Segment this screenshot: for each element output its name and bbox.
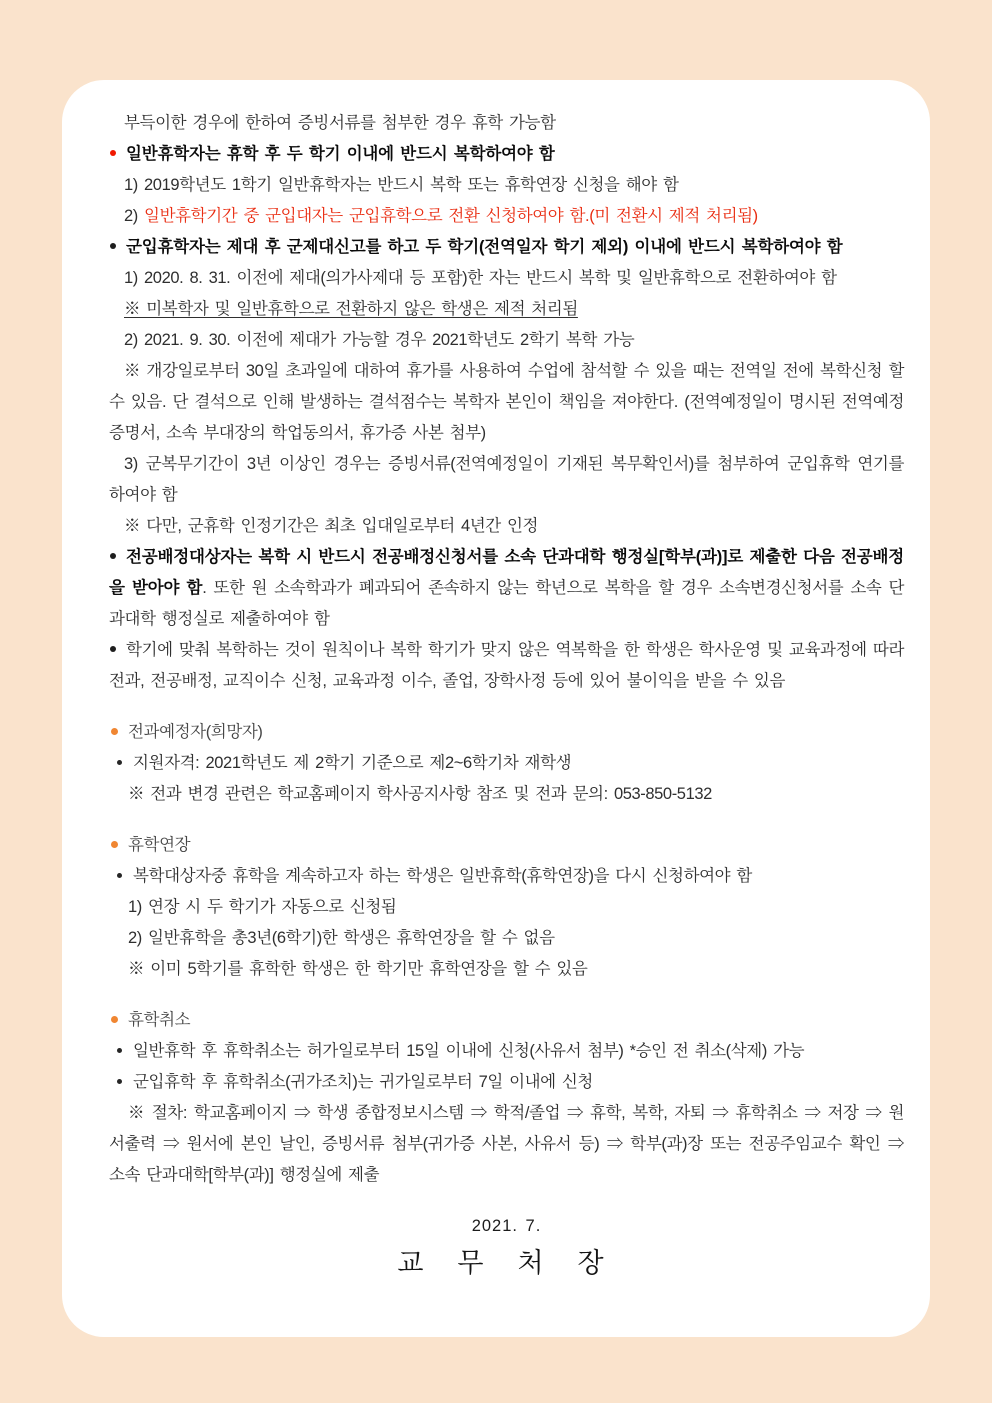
text-segment: 1) 2019학년도 1학기 일반휴학자는 반드시 복학 또는 휴학연장 신청을 해야 함 (124, 176, 679, 194)
bullet-icon (111, 841, 118, 848)
text-segment: 3) 군복무기간이 3년 이상인 경우는 증빙서류(전역예정일이 기재된 복무확인서)를 첨부하여 군입휴학 연기를 하여야 함 (109, 455, 904, 504)
section-sub-item (109, 779, 904, 810)
notice-sub-item (109, 356, 904, 449)
notice-card (62, 80, 930, 1337)
notice-bullet-item (109, 542, 904, 635)
notice-bullet-item (109, 635, 904, 697)
text-segment: ※ 다만, 군휴학 인정기간은 최초 입대일로부터 4년간 인정 (124, 517, 539, 535)
section-header (109, 717, 904, 748)
text-segment: 일반휴학 후 휴학취소는 허가일로부터 15일 이내에 신청(사유서 첨부) *승인 전 취소(삭제) 가능 (133, 1042, 805, 1060)
text-segment: 2) (124, 207, 145, 225)
signature-line (109, 1242, 904, 1284)
notice-sub-item (109, 511, 904, 542)
text-segment: 일반휴학자는 휴학 후 두 학기 이내에 반드시 복학하여야 함 (126, 145, 555, 163)
section-bullet-item (109, 861, 904, 892)
notice-sub-item (109, 263, 904, 294)
section-header (109, 1005, 904, 1036)
notice-bullet-item (109, 232, 904, 263)
notice-sub-item (109, 294, 904, 325)
text-segment: 군입휴학 후 휴학취소(귀가조치)는 귀가일로부터 7일 이내에 신청 (133, 1073, 593, 1091)
text-segment: 2021. 7. (471, 1217, 542, 1235)
bullet-icon (117, 873, 122, 878)
text-segment: 1) 연장 시 두 학기가 자동으로 신청됨 (128, 898, 397, 916)
bullet-icon (110, 243, 116, 249)
notice-sub-item (109, 108, 904, 139)
text-segment: ※ 미복학자 및 일반휴학으로 전환하지 않은 학생은 제적 처리됨 (124, 300, 578, 318)
text-segment: 군입휴학자는 제대 후 군제대신고를 하고 두 학기(전역일자 학기 제외) 이내에 반드시 복학하여야 함 (126, 238, 843, 256)
section-sub-item (109, 1098, 904, 1191)
text-segment: 복학대상자중 휴학을 계속하고자 하는 학생은 일반휴학(휴학연장)을 다시 신청하여야 함 (133, 867, 752, 885)
bullet-icon (110, 150, 116, 156)
text-segment: 1) 2020. 8. 31. 이전에 제대(의가사제대 등 포함)한 자는 반드시 복학 및 일반휴학으로 전환하여야 함 (124, 269, 837, 287)
text-segment: 지원자격: 2021학년도 제 2학기 기준으로 제2~6학기차 재학생 (133, 754, 572, 772)
text-segment: 2) 일반휴학을 총3년(6학기)한 학생은 휴학연장을 할 수 없음 (128, 929, 555, 947)
text-segment: 휴학연장 (128, 836, 191, 854)
notice-sub-item (109, 449, 904, 511)
section-bullet-item (109, 1036, 904, 1067)
section-bullet-item (109, 1067, 904, 1098)
text-segment: 휴학취소 (128, 1011, 191, 1029)
bullet-icon (117, 1048, 122, 1053)
section-header (109, 830, 904, 861)
notice-bullet-item (109, 139, 904, 170)
notice-sub-item (109, 201, 904, 232)
section-bullet-item (109, 748, 904, 779)
notice-sub-item (109, 170, 904, 201)
bullet-icon (111, 728, 118, 735)
text-segment: ※ 전과 변경 관련은 학교홈페이지 학사공지사항 참조 및 전과 문의: 053-850-5132 (128, 785, 712, 803)
bullet-icon (110, 553, 116, 559)
bullet-icon (117, 1079, 122, 1084)
bullet-icon (111, 1016, 118, 1023)
notice-sub-item (109, 325, 904, 356)
text-segment: ※ 개강일로부터 30일 초과일에 대하여 휴가를 사용하여 수업에 참석할 수 있을 때는 전역일 전에 복학신청 할 수 있음. 단 결석으로 인해 발생하는 결석점수는 복학자 본인이 책임을 져야한다. (전역예정일이 명시된 전역예정증명서, 소속 부대장의 학업동의서, 휴가증 사본 첨부) (109, 362, 904, 442)
text-segment: ※ 절차: 학교홈페이지 ⇒ 학생 종합정보시스템 ⇒ 학적/졸업 ⇒ 휴학, 복학, 자퇴 ⇒ 휴학취소 ⇒ 저장 ⇒ 원서출력 ⇒ 원서에 본인 날인, 증빙서류 첨부(귀가증 사본, 사유서 등) ⇒ 학부(과)장 또는 전공주임교수 확인 ⇒ 소속 단과대학[학부(과)] 행정실에 제출 (109, 1104, 904, 1184)
text-segment: 일반휴학기간 중 군입대자는 군입휴학으로 전환 신청하여야 함.(미 전환시 제적 처리됨) (144, 207, 758, 225)
text-segment: ※ 이미 5학기를 휴학한 학생은 한 학기만 휴학연장을 할 수 있음 (128, 960, 588, 978)
text-segment: 부득이한 경우에 한하여 증빙서류를 첨부한 경우 휴학 가능함 (124, 114, 556, 132)
text-segment: 학기에 맞춰 복학하는 것이 원칙이나 복학 학기가 맞지 않은 역복학을 한 학생은 학사운영 및 교육과정에 따라 전과, 전공배정, 교직이수 신청, 교육과정 이수, 졸업, 장학사정 등에 있어 불이익을 받을 수 있음 (109, 641, 904, 690)
bullet-icon (110, 646, 116, 652)
text-segment: 2) 2021. 9. 30. 이전에 제대가 가능할 경우 2021학년도 2학기 복학 가능 (124, 331, 635, 349)
text-segment: 교 무 처 장 (397, 1248, 616, 1278)
text-segment: . 또한 원 소속학과가 폐과되어 존속하지 않는 학년으로 복학을 할 경우 소속변경신청서를 소속 단과대학 행정실로 제출하여야 함 (109, 579, 904, 628)
date-line (109, 1211, 904, 1242)
section-sub-item (109, 892, 904, 923)
section-sub-item (109, 954, 904, 985)
section-sub-item (109, 923, 904, 954)
bullet-icon (117, 760, 122, 765)
text-segment: 전공배정대상자는 복학 시 반드시 전공배정신청서를 소속 단과대학 행정실[학부(과)]로 제출한 다음 전공배정을 받아야 함 (109, 548, 904, 597)
text-segment: 전과예정자(희망자) (128, 723, 263, 741)
